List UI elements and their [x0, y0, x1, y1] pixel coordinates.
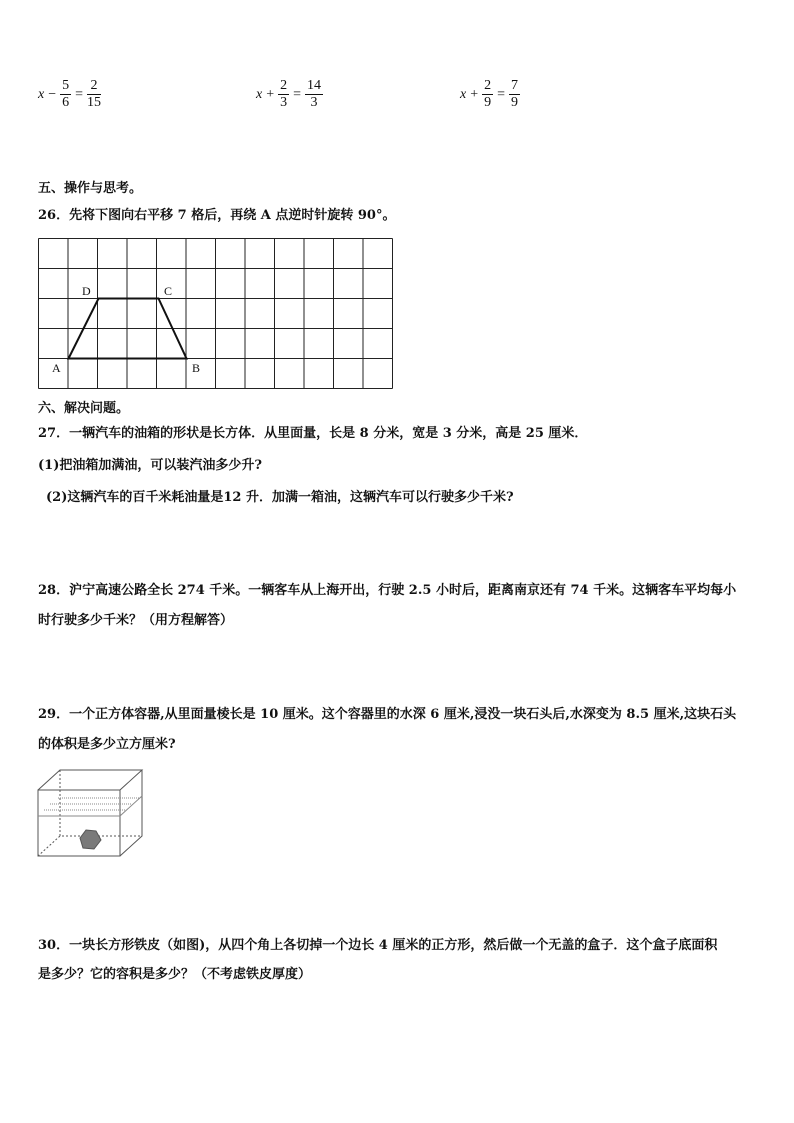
fraction — [482, 78, 493, 111]
equation-3 — [460, 78, 522, 111]
fraction — [278, 78, 289, 111]
point-label-a: A — [52, 361, 61, 375]
equation-2 — [256, 78, 325, 111]
section-title: 五、操作与思考。 — [38, 181, 143, 196]
denominator: 3 — [310, 95, 318, 110]
variable: x — [38, 86, 45, 102]
question-29-line-1: 29．一个正方体容器,从里面量棱长是 10 厘米。这个容器里的水深 6 厘米,浸没一块石头后,水深变为 8.5 厘米,这块石头 — [38, 707, 737, 722]
numerator: 14 — [307, 78, 322, 93]
denominator: 9 — [484, 95, 492, 110]
water-surface — [38, 796, 142, 816]
denominator: 15 — [87, 95, 102, 110]
fraction — [509, 78, 520, 111]
grid-figure — [38, 238, 394, 390]
cube-container-figure — [36, 768, 146, 860]
numerator: 5 — [62, 78, 70, 93]
denominator: 9 — [511, 95, 519, 110]
operator: + — [470, 86, 479, 102]
operator: + — [266, 86, 275, 102]
question-29-line-2: 的体积是多少立方厘米? — [38, 737, 176, 752]
question-30-line-2: 是多少？它的容积是多少？（不考虑铁皮厚度） — [38, 967, 312, 982]
question-26-text: 26．先将下图向右平移 7 格后，再绕 A 点逆时针旋转 90°。 — [38, 208, 396, 223]
variable: x — [460, 86, 467, 102]
equals-sign: = — [497, 86, 506, 102]
question-30-line-1: 30．一块长方形铁皮（如图)，从四个角上各切掉一个边长 4 厘米的正方形，然后做一个无盖的盒子．这个盒子底面积 — [38, 938, 718, 953]
point-label-b: B — [192, 361, 201, 375]
point-label-d: D — [82, 284, 91, 298]
numerator: 2 — [280, 78, 288, 93]
stone-shape — [80, 830, 101, 849]
denominator: 6 — [62, 95, 70, 110]
numerator: 2 — [484, 78, 492, 93]
equation-1 — [38, 78, 103, 111]
variable: x — [256, 86, 263, 102]
denominator: 3 — [280, 95, 288, 110]
question-27-part-1: (1)把油箱加满油，可以装汽油多少升? — [38, 458, 262, 473]
equals-sign: = — [293, 86, 302, 102]
question-28-line-1: 28．沪宁高速公路全长 274 千米。一辆客车从上海开出，行驶 2.5 小时后，距离南京还有 74 千米。这辆客车平均每小 — [38, 583, 737, 598]
question-28-line-2: 时行驶多少千米？（用方程解答） — [38, 613, 234, 628]
section-title: 六、解决问题。 — [38, 401, 130, 416]
equals-sign: = — [75, 86, 84, 102]
fraction — [305, 78, 323, 111]
numerator: 7 — [511, 78, 519, 93]
point-label-c: C — [164, 284, 173, 298]
fraction — [87, 78, 101, 111]
fraction — [60, 78, 71, 111]
question-27-text: 27．一辆汽车的油箱的形状是长方体．从里面量，长是 8 分米，宽是 3 分米，高是 25 厘米． — [38, 426, 588, 441]
operator: − — [48, 86, 57, 102]
numerator: 2 — [87, 78, 101, 95]
question-27-part-2: (2)这辆汽车的百千米耗油量是12 升．加满一箱油，这辆汽车可以行驶多少千米? — [46, 490, 514, 505]
